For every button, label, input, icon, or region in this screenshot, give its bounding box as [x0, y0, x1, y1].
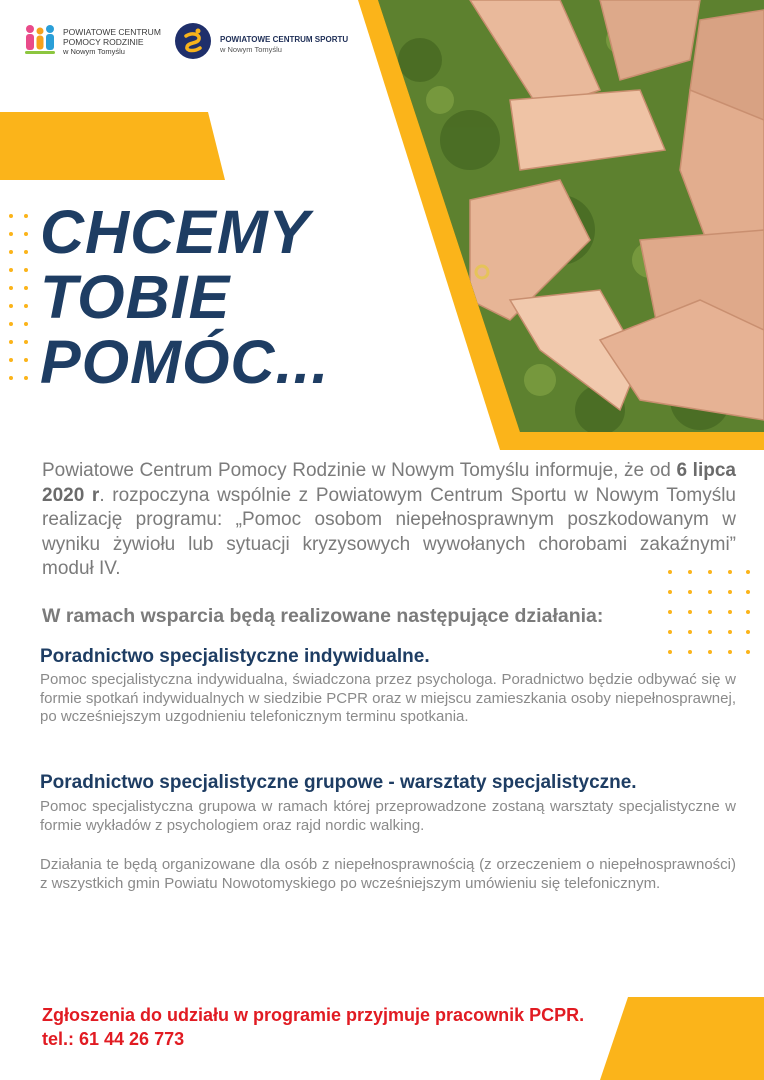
section-individual-title: Poradnictwo specjalistyczne indywidualne.: [40, 646, 430, 667]
intro-paragraph: [42, 459, 736, 582]
pcpr-logo: [20, 20, 170, 64]
intro-part2: . rozpoczyna wspólnie z Powiatowym Centrum Sportu w Nowym Tomyślu realizację programu: „Pomoc osobom niepełnosprawnym poszkodowanym w wyniku żywiołu lub sytuacji kryzysowych wywołanych chorobami zakaźnymi” moduł IV.: [42, 484, 736, 579]
headline-line2: TOBIE: [40, 263, 231, 331]
pcs-logo: [174, 22, 354, 64]
gold-band-top: [0, 112, 225, 180]
dots-decoration-left: [8, 213, 34, 388]
runner-icon: [174, 22, 212, 60]
section-group-title: Poradnictwo specjalistyczne grupowe - warsztaty specjalistyczne.: [40, 772, 637, 793]
intro-date: 6 lipca 2020 r: [42, 460, 736, 506]
headline: [40, 200, 400, 395]
contact-line: Zgłoszenia do udziału w programie przyjmuje pracownik PCPR.: [42, 1005, 585, 1025]
gold-band-bottom: [600, 997, 764, 1080]
section-individual-body: Pomoc specjalistyczna indywidualna, świadczona przez psychologa. Poradnictwo będzie odbywać się w formie spotkań indywidualnych w siedzibie PCPR oraz w miejscu zamieszkania osoby niepełnosprawnej, po wcześniejszym uzgodnieniu telefonicznym terminu spotkania.: [40, 671, 736, 725]
support-subheading: W ramach wsparcia będą realizowane następujące działania:: [42, 605, 604, 627]
headline-line1: CHCEMY: [40, 198, 311, 266]
pcpr-logo-line1: POWIATOWE CENTRUM: [63, 27, 161, 37]
pcs-logo-line2: w Nowym Tomyślu: [220, 45, 282, 54]
section-group-body: Pomoc specjalistyczna grupowa w ramach której przeprowadzone zostaną warsztaty specjalistyczne w formie wykładów z psychologiem oraz rajd nordic walking.: [40, 798, 736, 834]
headline-line3: POMÓC...: [40, 328, 330, 396]
pcpr-logo-line2: POMOCY RODZINIE: [63, 37, 144, 47]
pcpr-logo-line3: w Nowym Tomyślu: [63, 47, 125, 56]
contact-phone: tel.: 61 44 26 773: [42, 1029, 185, 1049]
family-icon: [20, 20, 60, 60]
eligibility-note: Działania te będą organizowane dla osób z niepełnosprawnością (z orzeczeniem o niepełnosprawności) z wszystkich gmin Powiatu Nowotomyskiego po wcześniejszym umówieniu się telefonicznym.: [40, 856, 736, 892]
intro-part1: Powiatowe Centrum Pomocy Rodzinie w Nowym Tomyślu informuje, że od: [42, 460, 677, 481]
pcs-logo-line1: POWIATOWE CENTRUM SPORTU: [220, 35, 349, 44]
